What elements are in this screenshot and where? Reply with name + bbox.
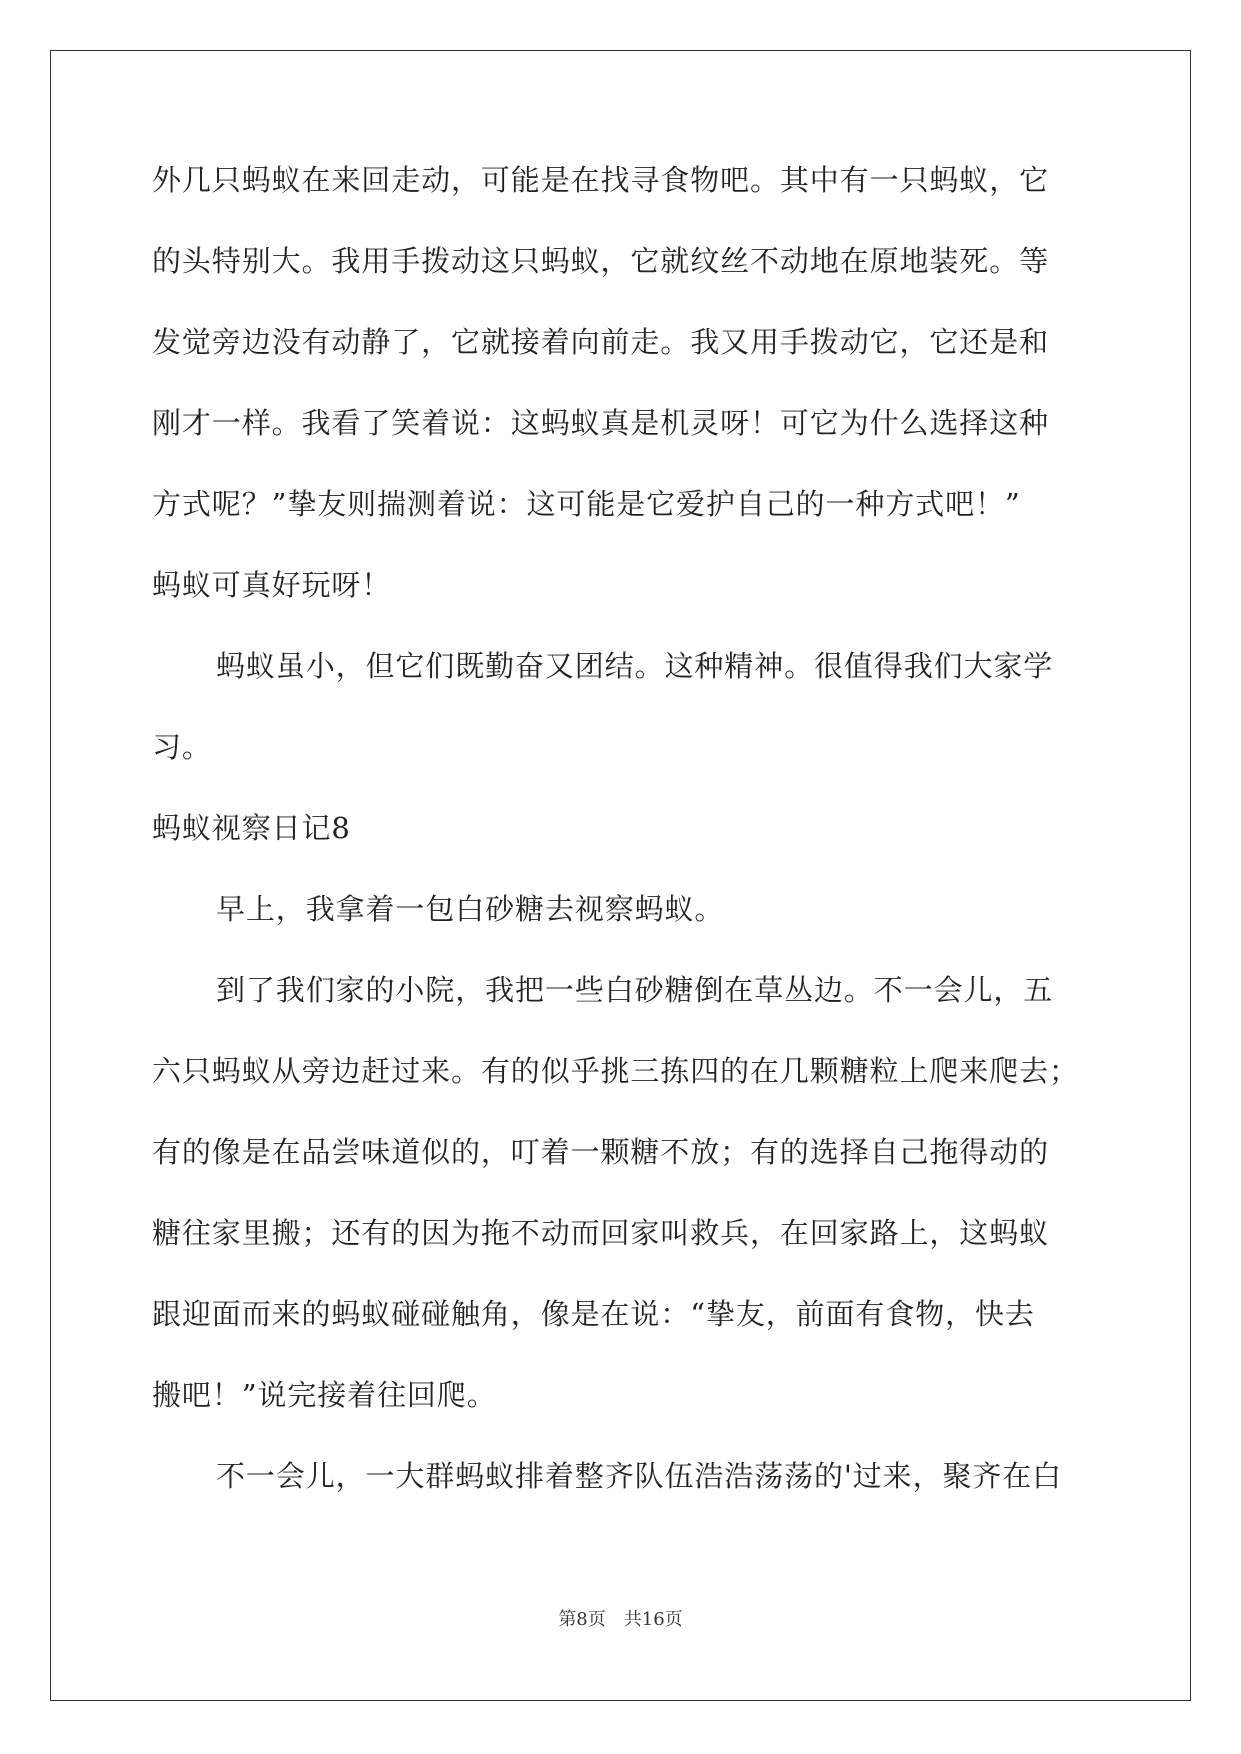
paragraph-first-line: 早上，我拿着一包白砂糖去视察蚂蚁。 — [216, 892, 725, 926]
text-line: 刚才一样。我看了笑着说：这蚂蚁真是机灵呀！可它为什么选择这种 — [152, 406, 1050, 440]
text-line: 跟迎面而来的蚂蚁碰碰触角，像是在说：“挚友，前面有食物，快去 — [152, 1297, 1035, 1331]
text-line: 习。 — [152, 730, 212, 764]
text-line: 方式呢？”挚友则揣测着说：这可能是它爱护自己的一种方式吧！” — [152, 487, 1021, 521]
text-line: 的头特别大。我用手拨动这只蚂蚁，它就纹丝不动地在原地装死。等 — [152, 244, 1050, 278]
text-line: 发觉旁边没有动静了，它就接着向前走。我又用手拨动它，它还是和 — [152, 325, 1050, 359]
page-border — [50, 50, 1191, 1701]
text-line: 外几只蚂蚁在来回走动，可能是在找寻食物吧。其中有一只蚂蚁，它 — [152, 163, 1050, 197]
page-footer — [0, 1608, 1241, 1632]
text-line: 搬吧！”说完接着往回爬。 — [152, 1378, 497, 1412]
page-total: 共16页 — [623, 1609, 683, 1630]
text-line: 有的像是在品尝味道似的，叮着一颗糖不放；有的选择自己拖得动的 — [152, 1135, 1050, 1169]
text-line: 蚂蚁可真好玩呀！ — [152, 568, 392, 602]
paragraph-first-line: 到了我们家的小院，我把一些白砂糖倒在草丛边。不一会儿，五 — [216, 973, 1054, 1007]
page-number: 第8页 — [558, 1609, 606, 1630]
text-line: 糖往家里搬；还有的因为拖不动而回家叫救兵，在回家路上，这蚂蚁 — [152, 1216, 1050, 1250]
paragraph-first-line: 蚂蚁虽小，但它们既勤奋又团结。这种精神。很值得我们大家学 — [216, 649, 1054, 683]
text-line: 六只蚂蚁从旁边赶过来。有的似乎挑三拣四的在几颗糖粒上爬来爬去； — [152, 1054, 1079, 1088]
section-heading: 蚂蚁视察日记8 — [152, 811, 351, 845]
paragraph-first-line: 不一会儿，一大群蚂蚁排着整齐队伍浩浩荡荡的'过来，聚齐在白 — [216, 1459, 1063, 1493]
